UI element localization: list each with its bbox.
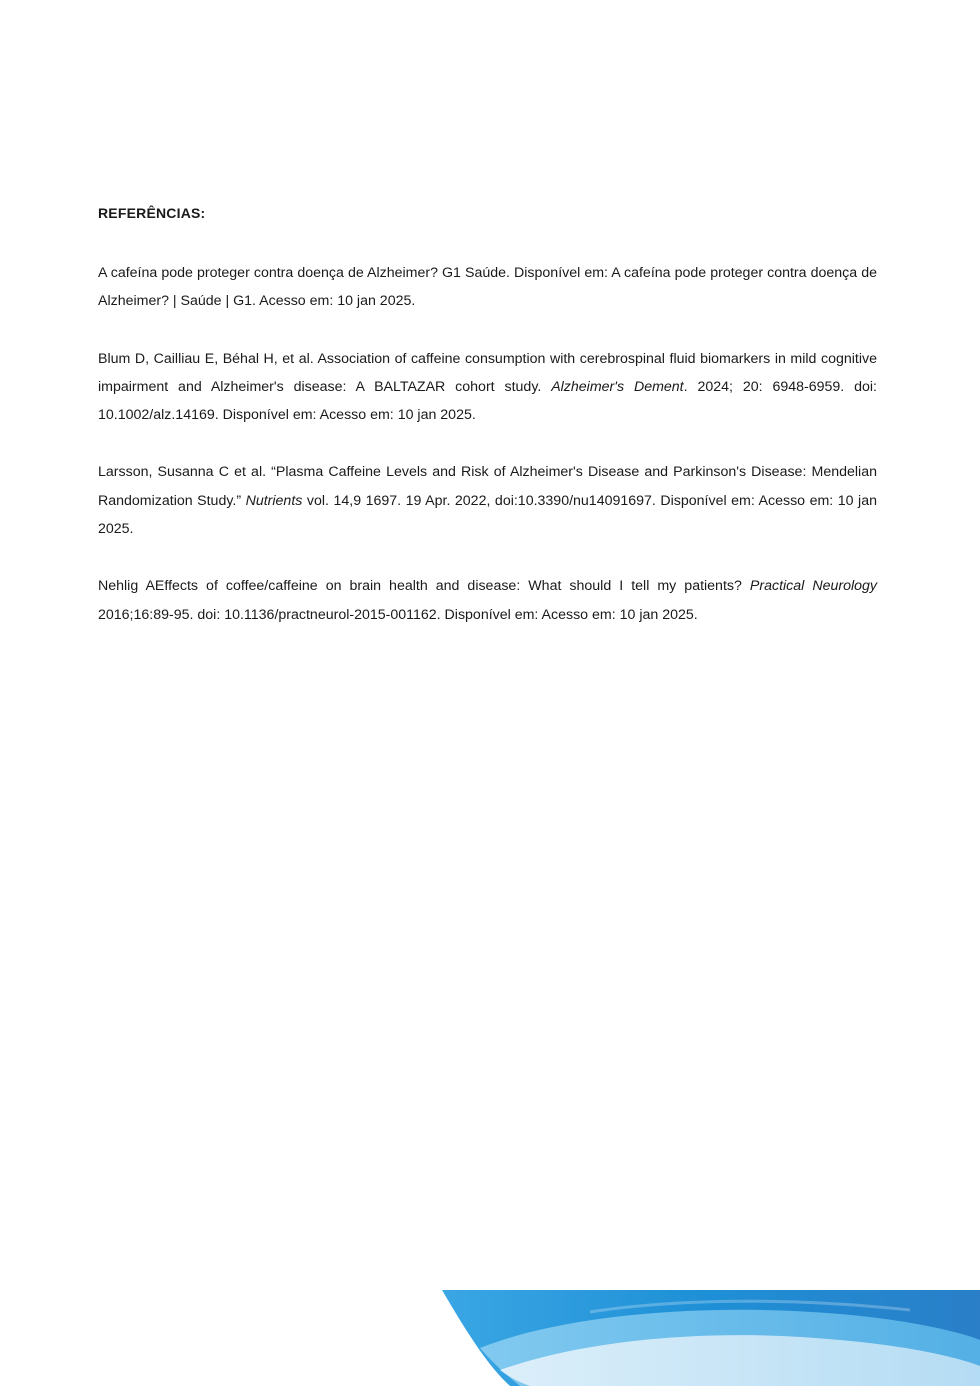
reference-text: 2016;16:89-95. doi: 10.1136/practneurol-2015-001162. Disponível em: Acesso em: 10 jan 2025. <box>98 606 698 623</box>
decorative-wave <box>440 1288 980 1386</box>
journal-name: Alzheimer's Dement <box>551 378 684 395</box>
reference-text: . 2024; 20: 6948-6959. doi: 10.1002/alz.14169. Disponível em: Acesso em: 10 jan 2025. <box>98 378 877 424</box>
references-section <box>98 200 877 658</box>
reference-item-1 <box>98 259 877 316</box>
reference-text: A cafeína pode proteger contra doença de Alzheimer? G1 Saúde. Disponível em: A cafeína pode proteger contra doença de Alzheimer? | Saúde | G1. Acesso em: 10 jan 2025. <box>98 265 877 310</box>
reference-text: Larsson, Susanna C et al. “Plasma Caffeine Levels and Risk of Alzheimer's Disease and Parkinson's Disease: Mendelian Randomization Study.” <box>98 464 877 509</box>
references-heading: REFERÊNCIAS: <box>98 205 206 221</box>
reference-text: vol. 14,9 1697. 19 Apr. 2022, doi:10.3390/nu14091697. Disponível em: Acesso em: 10 jan 2025. <box>98 492 877 538</box>
journal-name: Nutrients <box>245 492 303 509</box>
reference-item-4 <box>98 572 877 629</box>
reference-item-3 <box>98 458 877 543</box>
journal-name: Practical Neurology <box>749 578 877 595</box>
reference-text: Nehlig AEffects of coffee/caffeine on brain health and disease: What should I tell my patients? <box>98 578 750 595</box>
reference-item-2 <box>98 345 877 430</box>
reference-text: Blum D, Cailliau E, Béhal H, et al. Association of caffeine consumption with cerebrospinal fluid biomarkers in mild cognitive impairment and Alzheimer's disease: A BALTAZAR cohort study. <box>98 350 877 395</box>
